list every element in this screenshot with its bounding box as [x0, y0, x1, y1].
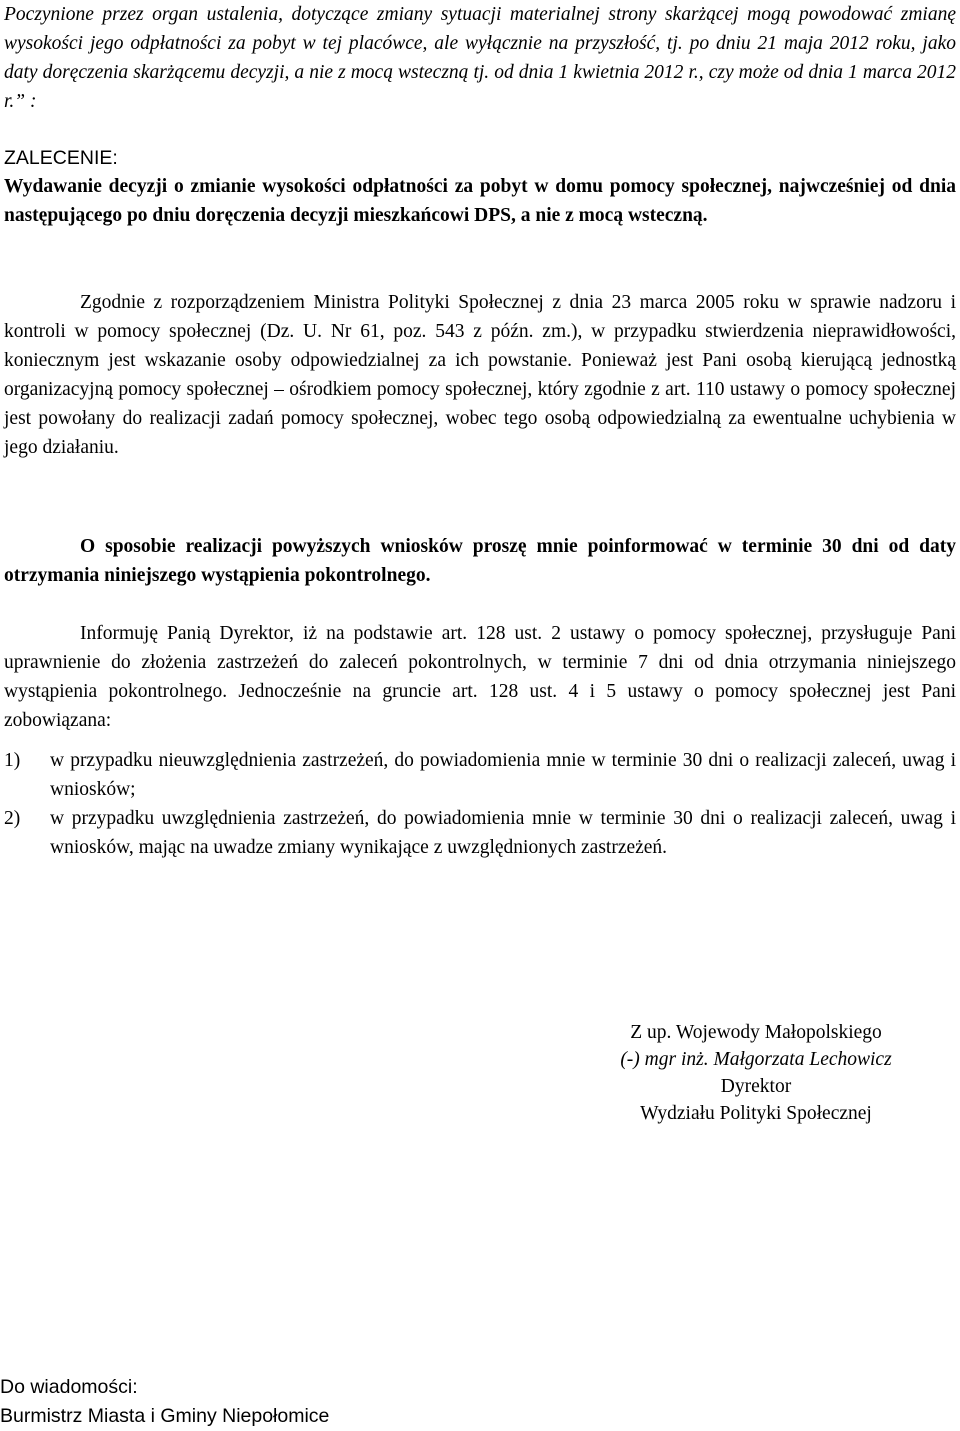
list-item: [4, 746, 956, 804]
objection-rights-paragraph: Informuję Panią Dyrektor, iż na podstawie art. 128 ust. 2 ustawy o pomocy społecznej, przysługuje Pani uprawnienie do złożenia zastrzeżeń do zaleceń pokontrolnych, w terminie 7 dni od dnia otrzymania niniejszego wystąpienia pokontrolnego. Jednocześnie na gruncie art. 128 ust. 4 i 5 ustawy o pomocy społecznej jest Pani zobowiązana:: [4, 623, 956, 731]
list-item-text: w przypadku nieuwzględnienia zastrzeżeń, do powiadomienia mnie w terminie 30 dni o realizacji zaleceń, uwag i wniosków;: [50, 750, 956, 800]
recommendation-text: Wydawanie decyzji o zmianie wysokości odpłatności za pobyt w domu pomocy społecznej, najwcześniej od dnia następującego po dniu doręczenia decyzji mieszkańcowi DPS, a nie z mocą wsteczną.: [4, 176, 956, 226]
signature-name: (-) mgr inż. Małgorzata Lechowicz: [620, 1049, 892, 1070]
signature-department: Wydziału Polityki Społecznej: [640, 1103, 872, 1124]
recommendation-label: ZALECENIE:: [4, 147, 118, 169]
quoted-paragraph: Poczynione przez organ ustalenia, dotyczące zmiany sytuacji materialnej strony skarżącej mogą powodować zmianę wysokości jego odpłatności za pobyt w tej placówce, ale wyłącznie na przyszłość, tj. po dniu 21 maja 2012 roku, jako daty doręczenia skarżącemu decyzji, a nie z mocą wsteczną tj. od dnia 1 kwietnia 2012 r., czy może od dnia 1 marca 2012 r.” :: [4, 4, 956, 112]
cc-label: Do wiadomości:: [0, 1376, 138, 1398]
list-item-number: 2): [4, 808, 21, 829]
deadline-paragraph: O sposobie realizacji powyższych wniosków proszę mnie poinformować w terminie 30 dni od daty otrzymania niniejszego wystąpienia pokontrolnego.: [4, 536, 956, 586]
cc-block: [0, 1373, 329, 1431]
legal-basis-paragraph: Zgodnie z rozporządzeniem Ministra Polityki Społecznej z dnia 23 marca 2005 roku w sprawie nadzoru i kontroli w pomocy społecznej (Dz. U. Nr 61, poz. 543 z późn. zm.), w przypadku stwierdzenia nieprawidłowości, koniecznym jest wskazanie osoby odpowiedzialnej za ich powstanie. Ponieważ jest Pani osobą kierującą jednostką organizacyjną pomocy społecznej – ośrodkiem pomocy społecznej, który zgodnie z art. 110 ustawy o pomocy społecznej jest powołany do realizacji zadań pomocy społecznej, wobec tego osobą odpowiedzialną za ewentualne uchybienia w jego działaniu.: [4, 292, 956, 458]
signature-authority: Z up. Wojewody Małopolskiego: [630, 1022, 882, 1043]
signature-title: Dyrektor: [720, 1076, 792, 1097]
list-item-text: w przypadku uwzględnienia zastrzeżeń, do powiadomienia mnie w terminie 30 dni o realizacji zaleceń, uwag i wniosków, mając na uwadze zmiany wynikające z uwzględnionych zastrzeżeń.: [50, 808, 956, 858]
signature-block: [596, 1019, 916, 1127]
cc-recipient: Burmistrz Miasta i Gminy Niepołomice: [0, 1405, 330, 1427]
list-item: [4, 804, 956, 862]
obligations-list: [4, 746, 956, 862]
list-item-number: 1): [4, 750, 21, 771]
